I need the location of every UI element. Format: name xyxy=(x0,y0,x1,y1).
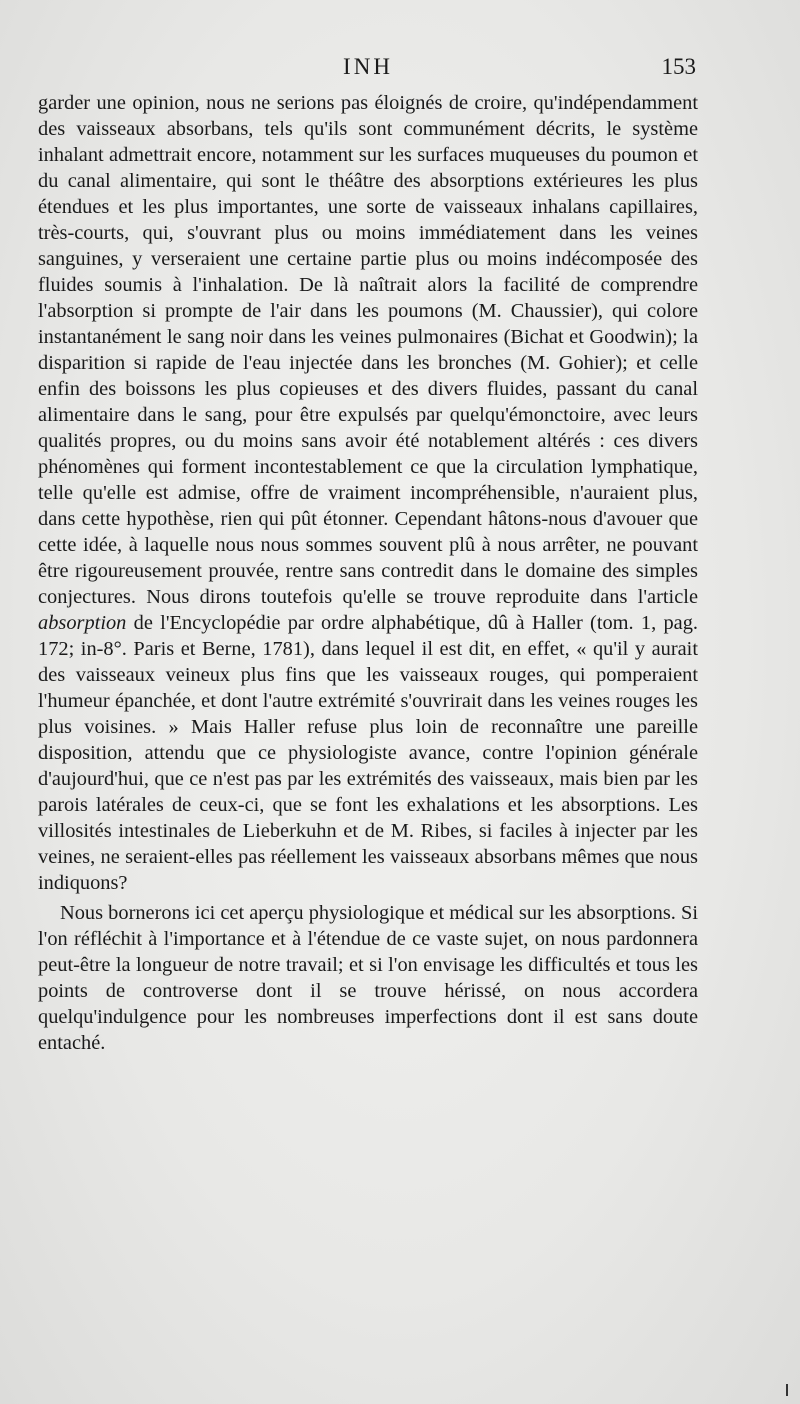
text-span: Nous bornerons ici cet aperçu physiologique et médical sur les absorptions. Si l'on réfléchit à l'importance et à l'étendue de ce vaste sujet, on nous pardonnera peut-être la longueur de notre travail; et si l'on envisage les difficultés et tous les points de controverse dont il se trouve hérissé, on nous accordera quelqu'indulgence pour les nombreuses imperfections dont il est sans doute entaché. xyxy=(38,902,698,1054)
page-edge-mark xyxy=(786,1384,788,1396)
book-page xyxy=(38,54,698,1056)
page-header xyxy=(38,54,698,90)
running-head: INH xyxy=(343,54,393,79)
body-text xyxy=(38,90,698,1056)
text-span: garder une opinion, nous ne serions pas éloignés de croire, qu'indépendamment des vaisseaux absorbans, tels qu'ils sont communément décrits, le système inhalant admettrait encore, notamment sur les surfaces muqueuses du poumon et du canal alimentaire, qui sont le théâtre des absorptions extérieures les plus étendues et les plus importantes, une sorte de vaisseaux inhalans capillaires, très-courts, qui, s'ouvrant plus ou moins immédiatement dans les veines sanguines, y verseraient une certaine partie plus ou moins indécomposée des fluides soumis à l'inhalation. De là naîtrait alors la facilité de comprendre l'absorption si prompte de l'air dans les poumons (M. Chaussier), qui colore instantanément le sang noir dans les veines pulmonaires (Bichat et Goodwin); la disparition si rapide de l'eau injectée dans les bronches (M. Gohier); et celle enfin des boissons les plus copieuses et des divers fluides, passant du canal alimentaire dans le sang, pour être expulsés par quelqu'émonctoire, avec leurs qualités propres, ou du moins sans avoir été notablement altérés : ces divers phénomènes qui forment incontestablement ce que la circulation lymphatique, telle qu'elle est admise, offre de vraiment incompréhensible, n'auraient plus, dans cette hypothèse, rien qui pût étonner. Cependant hâtons-nous d'avouer que cette idée, à laquelle nous nous sommes souvent plû à nous arrêter, ne pouvant être rigoureusement prouvée, rentre sans contredit dans le domaine des simples conjectures. Nous dirons toutefois qu'elle se trouve reproduite dans l'article xyxy=(38,92,698,608)
paragraph-2 xyxy=(38,900,698,1056)
page-number: 153 xyxy=(661,54,696,79)
text-span: de l'Encyclopédie par ordre alphabétique, dû à Haller (tom. 1, pag. 172; in-8°. Paris et Berne, 1781), dans lequel il est dit, en effet, « qu'il y aurait des vaisseaux veineux plus fins que les vaisseaux rouges, qui pomperaient l'humeur épanchée, et dont l'autre extrémité s'ouvrirait dans les veines rouges les plus voisines. » Mais Haller refuse plus loin de reconnaître une pareille disposition, attendu que ce physiologiste avance, contre l'opinion générale d'aujourd'hui, que ce n'est pas par les extrémités des vaisseaux, mais bien par les parois latérales de ceux-ci, que se font les exhalations et les absorptions. Les villosités intestinales de Lieberkuhn et de M. Ribes, si faciles à injecter par les veines, ne seraient-elles pas réellement les vaisseaux absorbans mêmes que nous indiquons? xyxy=(38,612,698,894)
italic-term: absorption xyxy=(38,612,127,634)
paragraph-1 xyxy=(38,90,698,896)
